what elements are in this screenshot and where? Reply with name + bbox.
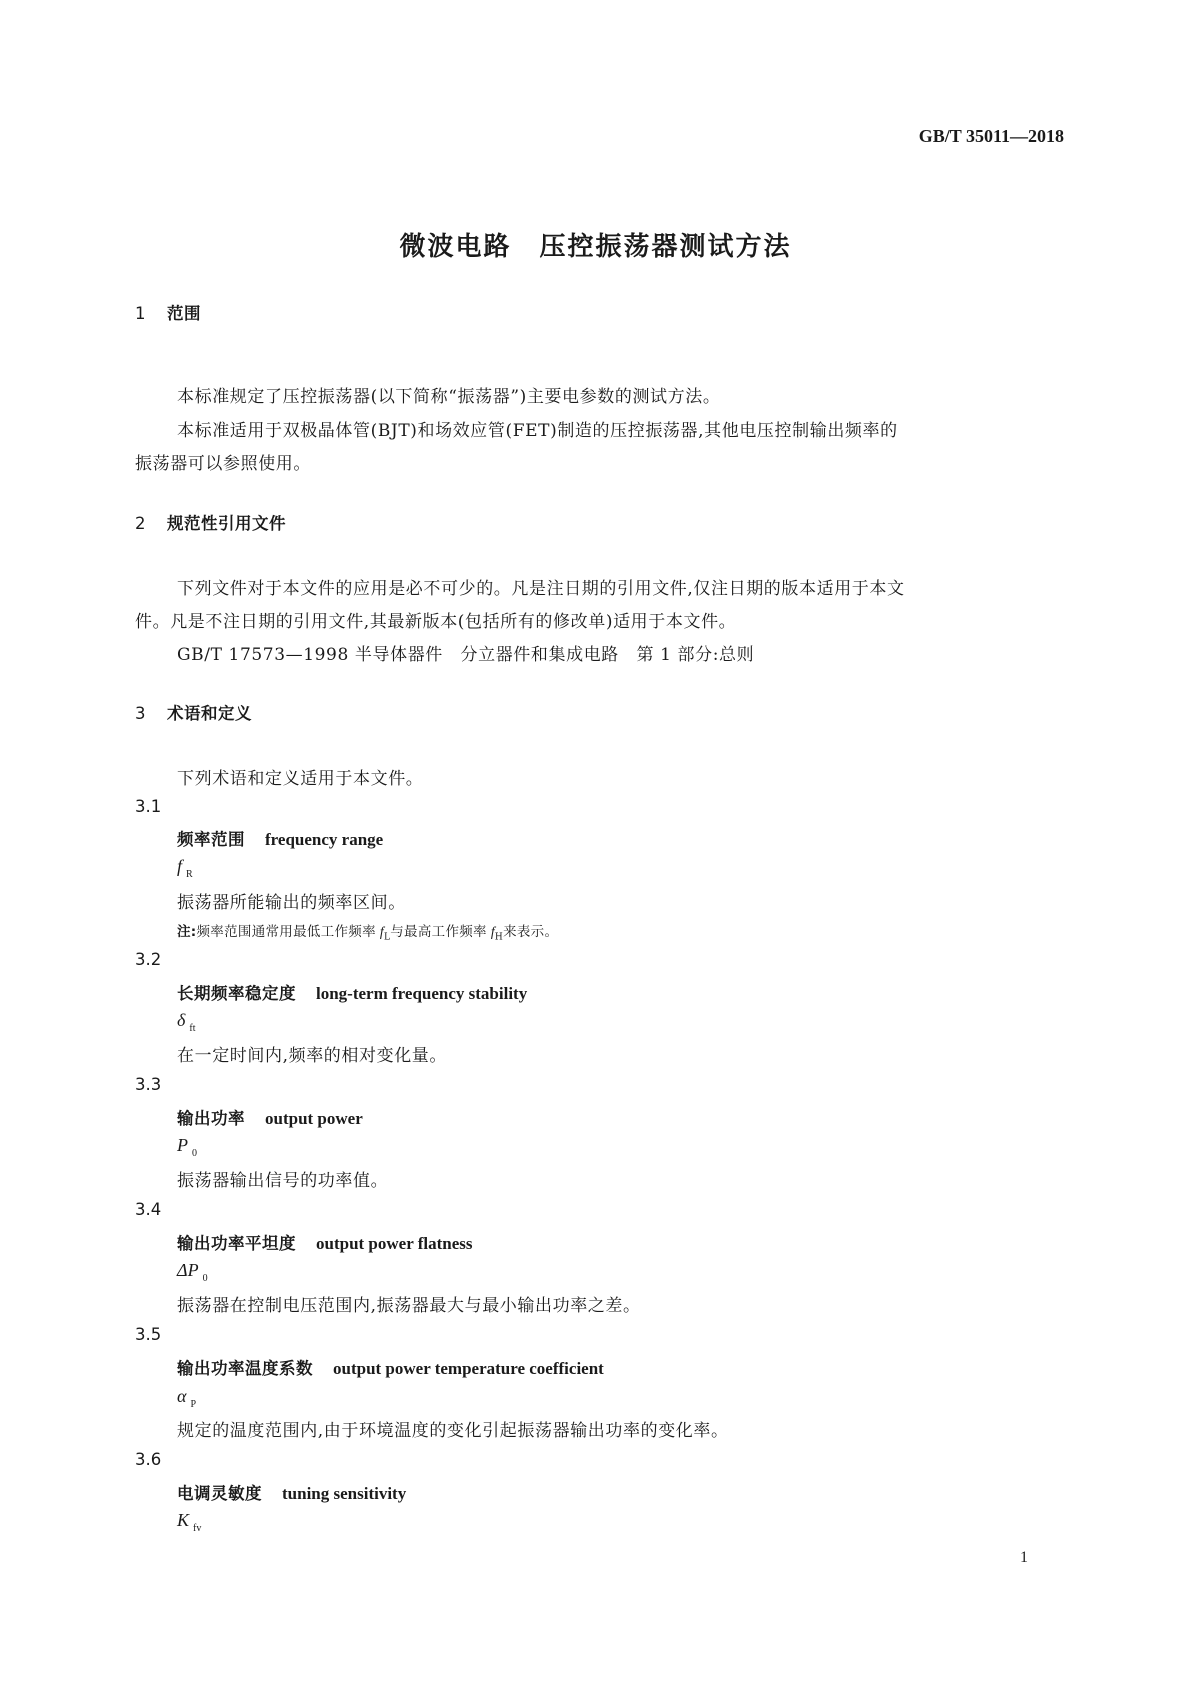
term-number: 3.1 (135, 797, 162, 816)
term-number: 3.3 (135, 1075, 162, 1094)
standard-code: GB/T 35011—2018 (918, 126, 1064, 146)
section-3-heading (135, 700, 252, 724)
page-number: 1 (1020, 1549, 1028, 1566)
paragraph-continuation: 件。凡是不注日期的引用文件,其最新版本(包括所有的修改单)适用于本文件。 (135, 612, 737, 632)
term-heading (177, 1355, 604, 1379)
term-symbol: ΔP $_0$ (177, 1260, 208, 1284)
section-number: 1 (135, 304, 146, 323)
section-title: 范围 (167, 304, 201, 323)
paragraph: 下列文件对于本文件的应用是必不可少的。凡是注日期的引用文件,仅注日期的版本适用于本文 (177, 579, 905, 599)
term-chinese: 输出功率平坦度 (177, 1234, 296, 1253)
term-symbol: δ $_{ft}$ (177, 1010, 196, 1034)
paragraph-continuation: 振荡器可以参照使用。 (135, 454, 311, 474)
term-definition: 规定的温度范围内,由于环境温度的变化引起振荡器输出功率的变化率。 (177, 1421, 729, 1441)
paragraph: 本标准适用于双极晶体管(BJT)和场效应管(FET)制造的压控振荡器,其他电压控制输出频率的 (177, 421, 898, 441)
term-symbol: f $_R$ (177, 856, 193, 880)
term-number: 3.2 (135, 950, 162, 969)
term-english: tuning sensitivity (282, 1484, 407, 1503)
section-1-heading (135, 300, 201, 324)
term-chinese: 电调灵敏度 (177, 1484, 262, 1503)
term-english: frequency range (265, 830, 384, 849)
term-english: long-term frequency stability (316, 984, 528, 1003)
paragraph: 本标准规定了压控振荡器(以下简称“振荡器”)主要电参数的测试方法。 (177, 387, 721, 407)
term-number: 3.4 (135, 1200, 162, 1219)
term-definition: 在一定时间内,频率的相对变化量。 (177, 1046, 448, 1066)
term-chinese: 输出功率 (177, 1109, 245, 1128)
term-heading (177, 826, 383, 850)
term-definition: 振荡器所能输出的频率区间。 (177, 893, 406, 913)
section-number: 2 (135, 514, 146, 533)
document-title: 微波电路 压控振荡器测试方法 (399, 232, 792, 262)
term-heading (177, 980, 527, 1004)
section-title: 规范性引用文件 (167, 514, 286, 533)
term-english: output power flatness (316, 1234, 473, 1253)
term-heading (177, 1230, 472, 1254)
term-chinese: 输出功率温度系数 (177, 1359, 313, 1378)
term-number: 3.6 (135, 1450, 162, 1469)
term-definition: 振荡器在控制电压范围内,振荡器最大与最小输出功率之差。 (177, 1296, 641, 1316)
normative-reference: GB/T 17573—1998 半导体器件 分立器件和集成电路 第 1 部分:总则 (177, 645, 755, 665)
term-chinese: 长期频率稳定度 (177, 984, 296, 1003)
term-english: output power (265, 1109, 363, 1128)
section-2-heading (135, 510, 286, 534)
term-number: 3.5 (135, 1325, 162, 1344)
term-heading (177, 1105, 363, 1129)
term-heading (177, 1480, 406, 1504)
term-symbol: α $_P$ (177, 1386, 197, 1410)
term-symbol: P $_0$ (177, 1135, 197, 1159)
term-definition: 振荡器输出信号的功率值。 (177, 1171, 389, 1191)
section-number: 3 (135, 704, 146, 723)
term-note: 注:频率范围通常用最低工作频率 $f_L$与最高工作频率 $f_H$来表示。 (177, 924, 559, 943)
term-symbol: K $_{fv}$ (177, 1510, 202, 1534)
paragraph: 下列术语和定义适用于本文件。 (177, 769, 424, 789)
term-english: output power temperature coefficient (333, 1359, 604, 1378)
term-chinese: 频率范围 (177, 830, 245, 849)
section-title: 术语和定义 (167, 704, 252, 723)
